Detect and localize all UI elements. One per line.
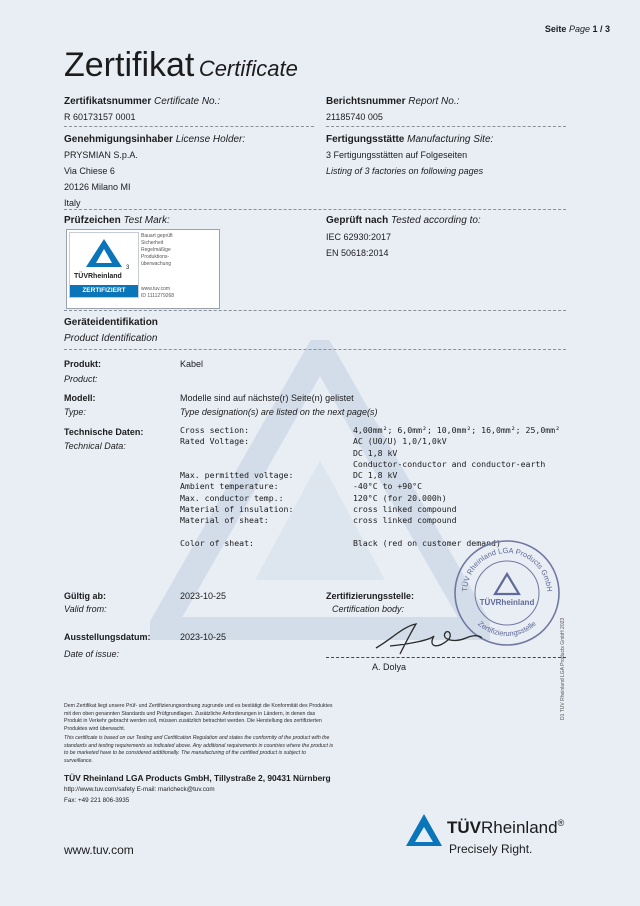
signature-line	[326, 657, 566, 658]
model-value: Modelle sind auf nächste(r) Seite(n) gelistet	[180, 393, 354, 403]
model-label: Modell:	[64, 393, 96, 403]
table-row: Rated Voltage: AC (U0/U) 1,0/1,0kV	[180, 436, 447, 447]
product-label-en: Product:	[64, 374, 98, 384]
certificate-no-label: Zertifikatsnummer Certificate No.:	[64, 96, 221, 107]
stamp-brand: TÜVRheinland	[479, 598, 535, 607]
model-value-en: Type designation(s) are listed on the next page(s)	[180, 407, 378, 417]
certification-body-label-en: Certification body:	[332, 604, 405, 614]
standard-item: EN 50618:2014	[326, 248, 389, 258]
issuer-fax: Fax: +49 221 806-3935	[64, 797, 130, 804]
page-indicator: Seite Page 1 / 3	[544, 24, 610, 34]
issue-date-label-en: Date of issue:	[64, 649, 120, 659]
certification-body-label: Zertifizierungsstelle:	[326, 591, 415, 601]
table-row: Cross section: 4,00mm²; 6,0mm²; 10,0mm²; 16,0mm²; 25,0mm²	[180, 425, 561, 435]
footer-brand: TÜVRheinland®	[447, 818, 565, 837]
model-label-en: Type:	[64, 407, 86, 417]
page-title: Zertifikat Certificate	[64, 46, 298, 84]
footer-url[interactable]: www.tuv.com	[64, 843, 134, 857]
divider	[326, 126, 566, 127]
disclaimer-en: This certificate is based on our Testing and Certification Regulation and states the conformity of the product with the standards and testing requirements as indicated above. Any additional requirements in countries where the product is to be marketed have to be considered additionally. The manufacturing of the certified product is subject to surveillance.	[64, 735, 334, 765]
valid-from-label: Gültig ab:	[64, 591, 106, 601]
tuv-triangle-icon	[84, 237, 124, 269]
issue-date-value: 2023-10-25	[180, 632, 227, 642]
product-value: Kabel	[180, 359, 204, 369]
valid-from-label-en: Valid from:	[64, 604, 107, 614]
test-mark-logo: TÜVRheinland 3 ZERTIFIZIERT Bauart geprüft Sicherheit Regelmäßige Produktions- überwachung www.tuv.com ID 1111279268	[66, 229, 220, 309]
license-holder-label: Genehmigungsinhaber License Holder:	[64, 134, 246, 145]
disclaimer-de: Dem Zertifikat liegt unsere Prüf- und Zertifizierungsordnung zugrunde und es bestätigt die Konformität des Produktes mit den oben genannten Standards und Prüfgrundlagen. Zusätzliche Anforderungen in Ländern, in denen das Produkt in Verkehr gebracht werden soll, müssen zusätzlich betrachtet werden. Die Herstellung des zertifizierten Produktes wird überwacht.	[64, 703, 333, 733]
divider	[64, 209, 566, 210]
technical-data-table	[180, 425, 561, 549]
report-no-value: 21185740 005	[326, 112, 383, 122]
certificate-no-value: R 60173157 0001	[64, 112, 136, 122]
test-mark-text: Bauart geprüft Sicherheit Regelmäßige Produktions- überwachung	[141, 233, 173, 267]
side-text: D1 TUV Rheinland LGA Products GmbH 2023	[560, 617, 566, 720]
standard-item: IEC 62930:2017	[326, 232, 392, 242]
divider	[64, 310, 566, 311]
divider	[64, 349, 566, 350]
divider	[64, 126, 314, 127]
footer-slogan: Precisely Right.	[449, 842, 533, 856]
product-identification-title: Product Identification	[64, 333, 158, 344]
technical-data-label-en: Technical Data:	[64, 441, 126, 451]
table-row	[180, 527, 293, 538]
test-mark-label: Prüfzeichen Test Mark:	[64, 215, 170, 226]
report-no-label: Berichtsnummer Report No.:	[326, 96, 460, 107]
tuv-logo-icon	[404, 812, 444, 848]
device-identification-title: Geräteidentifikation	[64, 317, 158, 328]
stamp-text-top: TÜV Rheinland LGA Products GmbH	[459, 545, 555, 593]
valid-from-value: 2023-10-25	[180, 591, 227, 601]
issuer-web-email: http://www.tuv.com/safety E-mail: maricheck@tuv.com	[64, 786, 215, 793]
technical-data-label: Technische Daten:	[64, 427, 144, 437]
license-holder-address: PRYSMIAN S.p.A. Via Chiese 6 20126 Milano MI Italy	[64, 150, 138, 208]
manufacturing-site-line-de: 3 Fertigungsstätten auf Folgeseiten	[326, 150, 468, 160]
zertifiziert-badge: ZERTIFIZIERT	[70, 285, 138, 297]
issue-date-label: Ausstellungsdatum:	[64, 632, 151, 642]
table-row: Ambient temperature: -40°C to +90°C	[180, 481, 423, 492]
table-row: Material of sheat: cross linked compound	[180, 515, 457, 526]
table-row: Conductor-conductor and conductor-earth	[353, 458, 546, 469]
table-row: Material of insulation: cross linked compound	[180, 504, 457, 515]
manufacturing-site-label: Fertigungsstätte Manufacturing Site:	[326, 134, 494, 145]
manufacturing-site-line-en: Listing of 3 factories on following pages	[326, 166, 484, 176]
table-row: Color of sheat: Black (red on customer demand)	[180, 537, 501, 548]
product-label: Produkt:	[64, 359, 101, 369]
stamp-text-bottom: Zertifizierungsstelle	[476, 619, 538, 639]
issuer-name: TÜV Rheinland LGA Products GmbH, Tillystraße 2, 90431 Nürnberg	[64, 773, 331, 783]
table-row: Max. permitted voltage: DC 1,8 kV	[180, 470, 398, 481]
table-row: Max. conductor temp.: 120°C (for 20.000h)	[180, 492, 447, 503]
tested-according-label: Geprüft nach Tested according to:	[326, 215, 481, 226]
table-row: DC 1,8 kV	[353, 447, 398, 458]
test-mark-url: www.tuv.com ID 1111279268	[141, 286, 175, 299]
signatory-name: A. Dolya	[372, 662, 407, 672]
signature	[370, 620, 500, 660]
